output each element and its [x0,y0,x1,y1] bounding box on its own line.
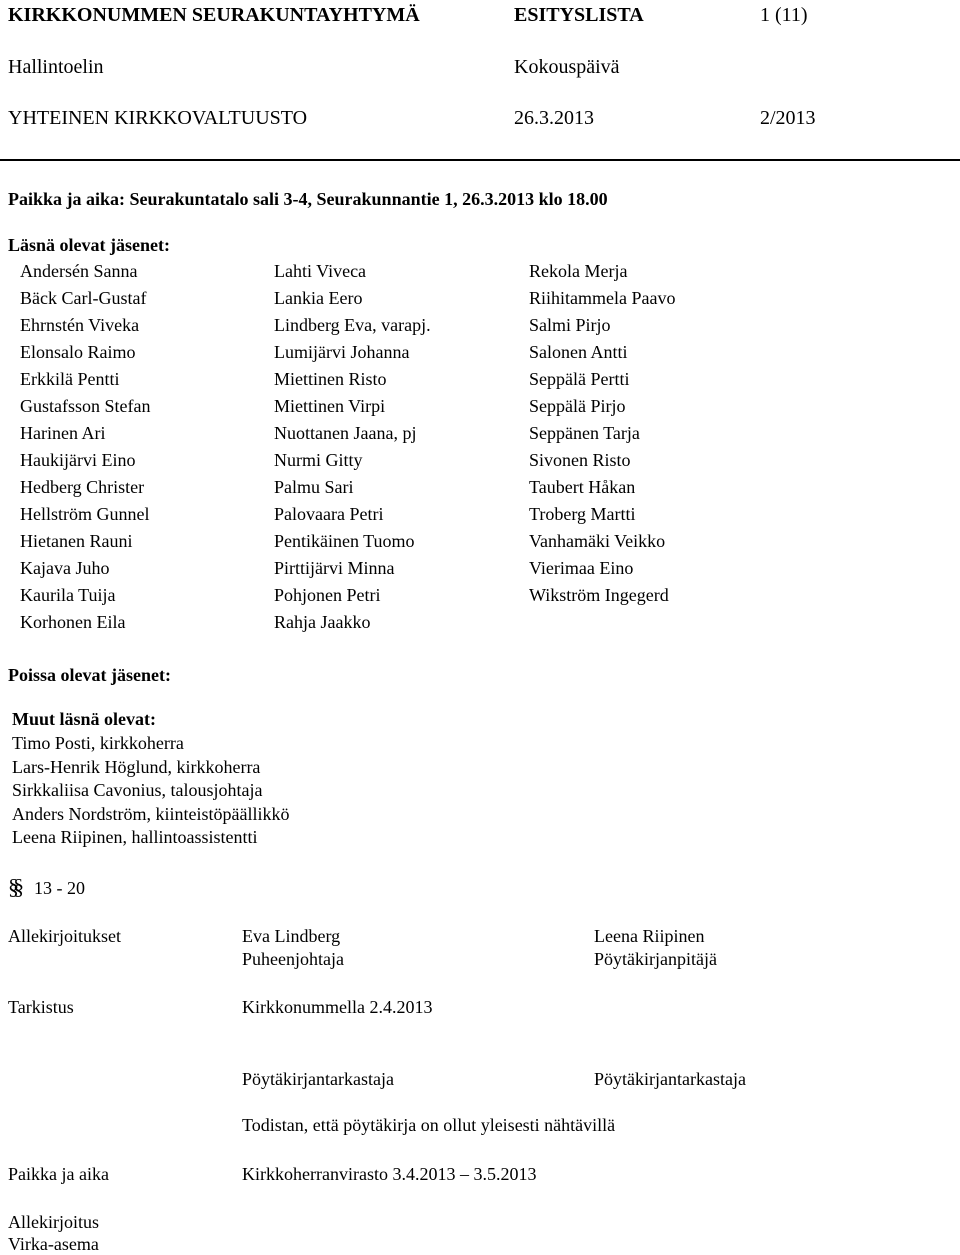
member: Harinen Ari [20,423,106,443]
member: Elonsalo Raimo [20,342,136,362]
other-attendee: Sirkkaliisa Cavonius, talousjohtaja [12,780,263,800]
organization-name: KIRKKONUMMEN SEURAKUNTAYHTYMÄ [8,4,420,26]
member: Lankia Eero [274,288,363,308]
member: Rahja Jaakko [274,612,371,632]
other-attendee: Timo Posti, kirkkoherra [12,733,184,753]
member: Hellström Gunnel [20,504,150,524]
member: Korhonen Eila [20,612,126,632]
signature-label: Allekirjoitus [8,1212,99,1232]
member: Miettinen Virpi [274,396,386,416]
absent-heading: Poissa olevat jäsenet: [8,665,171,685]
member: Nurmi Gitty [274,450,363,470]
member: Riihitammela Paavo [529,288,676,308]
member: Troberg Martti [529,504,636,524]
governing-body: YHTEINEN KIRKKOVALTUUSTO [8,107,308,129]
member: Erkkilä Pentti [20,369,120,389]
member: Bäck Carl-Gustaf [20,288,147,308]
members-column-1 [20,260,150,638]
others-heading: Muut läsnä olevat: [12,709,156,729]
meeting-date-label: Kokouspäivä [514,56,620,78]
check-label: Tarkistus [8,997,74,1017]
chair-role: Puheenjohtaja [242,949,344,969]
section-symbol: §§ [8,874,18,899]
member: Wikström Ingegerd [529,585,669,605]
minutes-checker-1: Pöytäkirjantarkastaja [242,1069,394,1089]
member: Miettinen Risto [274,369,387,389]
member: Vanhamäki Veikko [529,531,666,551]
page-number: 1 (11) [760,4,808,26]
member: Palmu Sari [274,477,354,497]
body-label: Hallintoelin [8,56,104,78]
other-attendee: Anders Nordström, kiinteistöpäällikkö [12,803,290,824]
member: Nuottanen Jaana, pj [274,423,417,443]
member: Lumijärvi Johanna [274,342,410,362]
member: Hietanen Rauni [20,531,133,551]
member: Seppälä Pertti [529,369,630,389]
section-range: 13 - 20 [34,878,85,898]
check-place-date: Kirkkonummella 2.4.2013 [242,997,433,1017]
other-attendee: Lars-Henrik Höglund, kirkkoherra [12,756,261,777]
members-column-3 [529,260,675,611]
chair-name: Eva Lindberg [242,926,341,946]
member: Andersén Sanna [20,261,138,281]
member: Pentikäinen Tuomo [274,531,415,551]
member: Salmi Pirjo [529,315,611,335]
secretary-role: Pöytäkirjanpitäjä [594,949,717,969]
members-column-2 [274,260,431,638]
member: Kaurila Tuija [20,585,116,605]
place-and-time: Paikka ja aika: Seurakuntatalo sali 3-4, Seurakunnantie 1, 26.3.2013 klo 18.00 [8,189,608,209]
member: Kajava Juho [20,558,110,578]
certification-text: Todistan, että pöytäkirja on ollut yleisesti nähtävillä [242,1115,616,1135]
member: Haukijärvi Eino [20,450,136,470]
meeting-number: 2/2013 [760,107,816,129]
secretary-name: Leena Riipinen [594,926,705,946]
document-type: ESITYSLISTA [514,4,644,26]
display-value: Kirkkoherranvirasto 3.4.2013 – 3.5.2013 [242,1164,537,1184]
member: Pirttijärvi Minna [274,558,395,578]
member: Seppälä Pirjo [529,396,626,416]
member: Taubert Håkan [529,477,636,497]
member: Vierimaa Eino [529,558,634,578]
other-attendee: Leena Riipinen, hallintoassistentti [12,827,258,847]
member: Palovaara Petri [274,504,384,524]
member: Gustafsson Stefan [20,396,151,416]
others-list [12,732,289,850]
member: Lahti Viveca [274,261,367,281]
present-heading: Läsnä olevat jäsenet: [8,235,170,255]
member: Ehrnstén Viveka [20,315,140,335]
minutes-checker-2: Pöytäkirjantarkastaja [594,1069,746,1089]
member: Hedberg Christer [20,477,145,497]
member: Sivonen Risto [529,450,631,470]
display-label: Paikka ja aika [8,1164,109,1184]
member: Lindberg Eva, varapj. [274,315,431,335]
signatures-label: Allekirjoitukset [8,926,121,946]
member: Rekola Merja [529,261,628,281]
position-label: Virka-asema [8,1234,99,1254]
meeting-date: 26.3.2013 [514,107,594,129]
header-divider [0,159,960,161]
member: Pohjonen Petri [274,585,381,605]
member: Salonen Antti [529,342,628,362]
member: Seppänen Tarja [529,423,640,443]
